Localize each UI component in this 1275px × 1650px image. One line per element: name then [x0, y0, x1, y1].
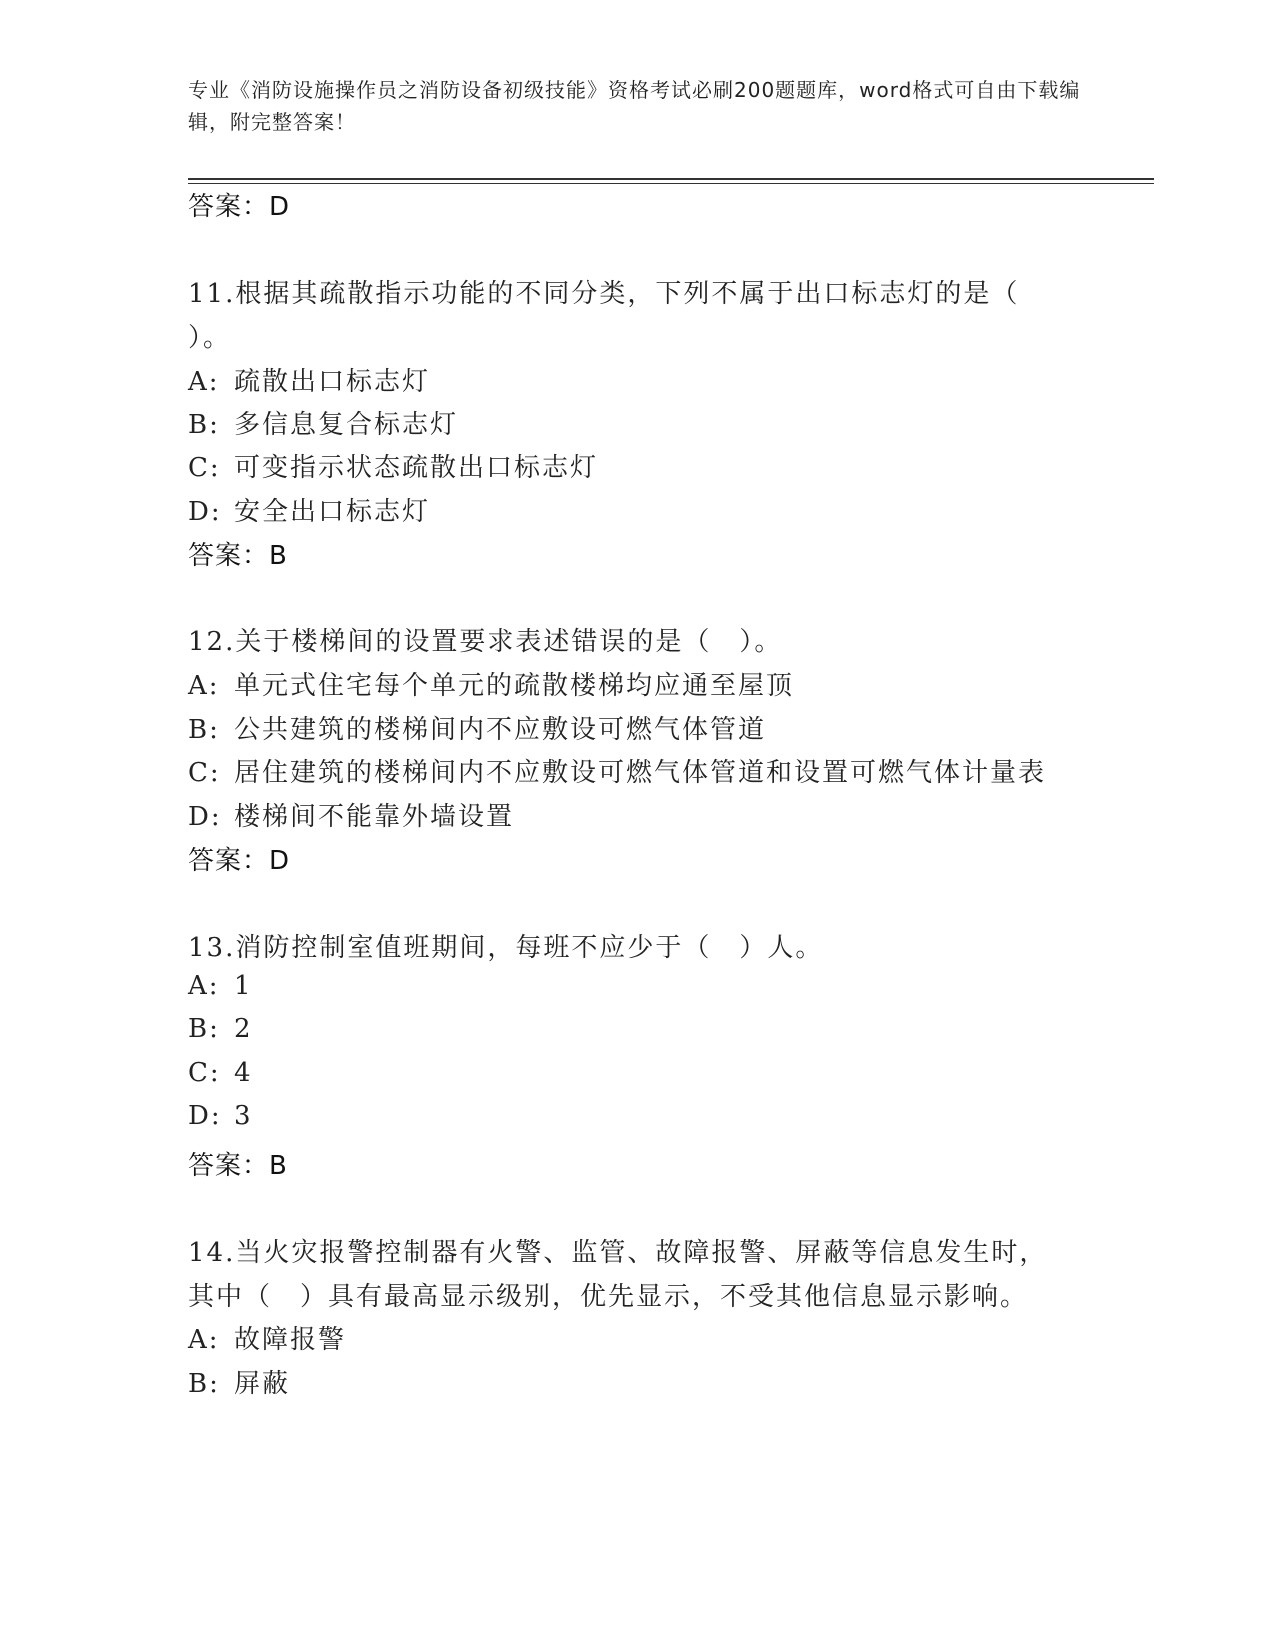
option-text: 疏散出口标志灯 [234, 367, 431, 397]
option-text: 屏蔽 [234, 1369, 291, 1399]
option-key: B: [188, 410, 220, 440]
question-11-option-d [188, 491, 430, 528]
option-key: C: [188, 758, 221, 788]
answer-13: 答案：B [188, 1151, 288, 1181]
answer-10: 答案：D [188, 192, 291, 222]
question-13-option-b [188, 1014, 253, 1044]
question-13-option-c [188, 1058, 253, 1088]
option-text: 1 [234, 971, 253, 1001]
option-key: A: [188, 671, 220, 701]
question-14-stem-line1: 14.当火灾报警控制器有火警、监管、故障报警、屏蔽等信息发生时， [188, 1238, 1048, 1268]
option-key: B: [188, 1369, 220, 1399]
option-key: A: [188, 971, 220, 1001]
question-11-stem-line1: 11.根据其疏散指示功能的不同分类，下列不属于出口标志灯的是（ [188, 279, 1020, 309]
question-11-option-b [188, 404, 458, 441]
question-11-stem-line2: ）。 [188, 323, 232, 353]
answer-11: 答案：B [188, 541, 288, 571]
option-text: 单元式住宅每个单元的疏散楼梯均应通至屋顶 [234, 671, 795, 701]
option-key: D: [188, 1101, 222, 1131]
question-11-option-c [188, 447, 598, 484]
option-text: 2 [234, 1014, 253, 1044]
question-11-option-a [188, 361, 430, 398]
option-key: C: [188, 1058, 221, 1088]
question-12-option-c [188, 752, 1046, 789]
option-key: B: [188, 1014, 220, 1044]
question-12-stem: 12.关于楼梯间的设置要求表述错误的是（ ）。 [188, 627, 783, 657]
option-text: 楼梯间不能靠外墙设置 [234, 802, 515, 832]
answer-12: 答案：D [188, 846, 291, 876]
question-14-option-a [188, 1319, 346, 1356]
option-key: B: [188, 715, 220, 745]
header-divider-thin [188, 183, 1154, 184]
option-key: D: [188, 802, 222, 832]
option-key: D: [188, 497, 222, 527]
question-12-option-a [188, 665, 794, 702]
option-text: 故障报警 [234, 1325, 347, 1355]
question-12-option-d [188, 796, 514, 833]
option-text: 3 [234, 1101, 253, 1131]
option-key: C: [188, 453, 221, 483]
option-key: A: [188, 367, 220, 397]
option-text: 安全出口标志灯 [234, 497, 431, 527]
option-text: 公共建筑的楼梯间内不应敷设可燃气体管道 [234, 715, 767, 745]
question-14-stem-line2: 其中（ ）具有最高显示级别，优先显示，不受其他信息显示影响。 [188, 1282, 1029, 1312]
question-13-stem: 13.消防控制室值班期间，每班不应少于（ ）人。 [188, 933, 824, 963]
document-header: 专业《消防设施操作员之消防设备初级技能》资格考试必刷200题题库，word格式可自由下载编辑，附完整答案！ [188, 78, 1081, 134]
option-text: 可变指示状态疏散出口标志灯 [234, 453, 599, 483]
question-14-option-b [188, 1363, 290, 1400]
option-key: A: [188, 1325, 220, 1355]
question-13-option-d [188, 1101, 253, 1131]
option-text: 居住建筑的楼梯间内不应敷设可燃气体管道和设置可燃气体计量表 [234, 758, 1047, 788]
option-text: 4 [234, 1058, 253, 1088]
question-13-option-a [188, 971, 253, 1001]
header-divider-thick [188, 178, 1154, 180]
option-text: 多信息复合标志灯 [234, 410, 459, 440]
question-12-option-b [188, 709, 766, 746]
